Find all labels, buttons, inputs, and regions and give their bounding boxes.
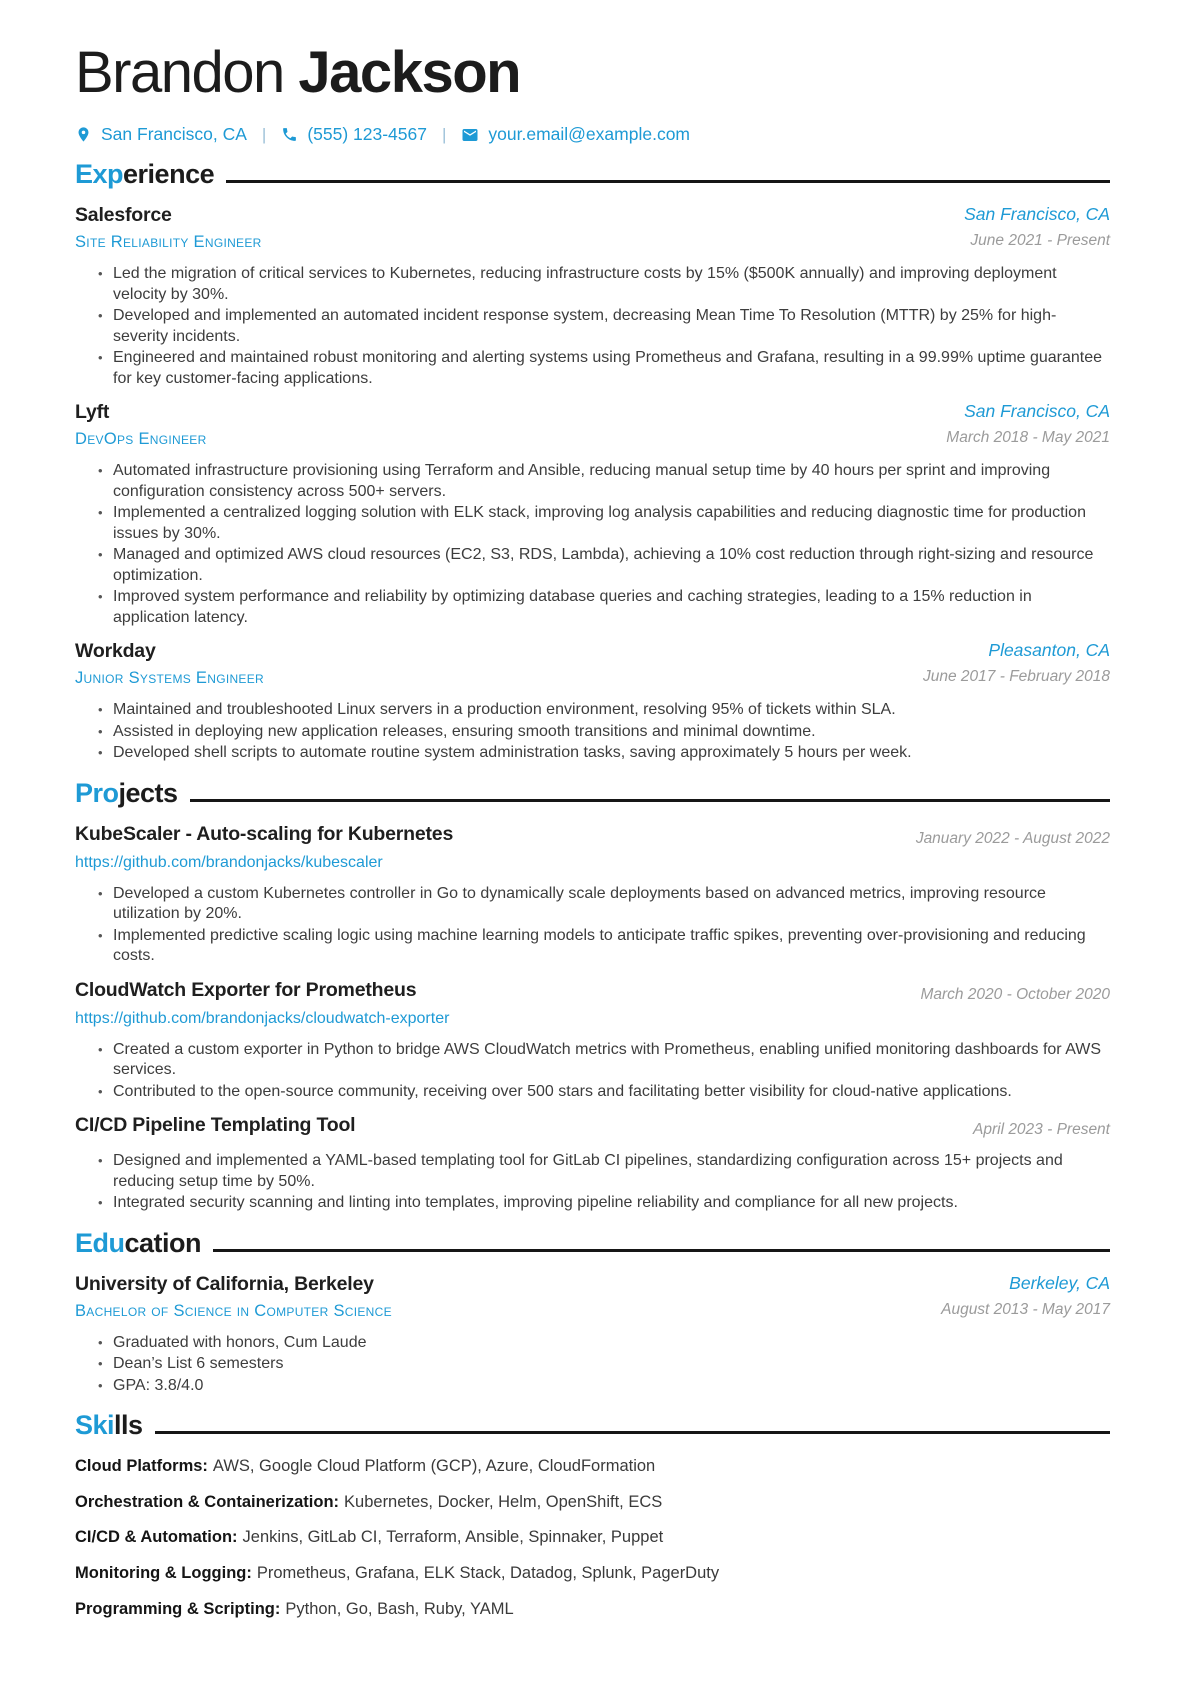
bullet-item: • Developed shell scripts to automate routine system administration tasks, saving approximately 5 hours per week. [98, 743, 1110, 764]
entry-location: Pleasanton, CA [988, 640, 1110, 661]
project-header-right [953, 1114, 1110, 1139]
project-header-right [896, 823, 1110, 848]
entry-header-right [921, 1273, 1110, 1319]
resume-header [75, 40, 1110, 145]
entry-header-left [75, 1273, 392, 1321]
project-entry [75, 823, 1110, 967]
section-title-accent: Pro [75, 777, 119, 808]
section-title-rest: erience [123, 159, 215, 189]
section-title-accent: Edu [75, 1227, 125, 1258]
section-rule [213, 1249, 1110, 1252]
skill-values: Jenkins, GitLab CI, Terraform, Ansible, Spinnaker, Puppet [242, 1528, 664, 1547]
contact-phone-text: (555) 123-4567 [307, 124, 427, 144]
bullet-item: • Designed and implemented a YAML-based templating tool for GitLab CI pipelines, standardizing configuration across 15+ projects and reducing setup time by 50%. [98, 1151, 1110, 1192]
skill-category-label: CI/CD & Automation: [75, 1528, 238, 1547]
entry-location: San Francisco, CA [964, 401, 1110, 422]
bullet-list [75, 884, 1110, 967]
contact-row [75, 124, 1110, 145]
project-link[interactable]: https://github.com/brandonjacks/cloudwatch-exporter [75, 1009, 450, 1027]
experience-entry [75, 204, 1110, 389]
entry-header-right [926, 401, 1110, 447]
contact-email [461, 124, 690, 145]
project-header-left [75, 823, 453, 872]
education-entry [75, 1273, 1110, 1397]
project-entry [75, 979, 1110, 1103]
section-title-rest: lls [114, 1410, 143, 1441]
bullet-list [75, 1040, 1110, 1103]
skill-category-label: Orchestration & Containerization: [75, 1492, 340, 1511]
project-header [75, 979, 1110, 1028]
bullet-item: • Led the migration of critical services to Kubernetes, reducing infrastructure costs by 15% ($500K annually) and improving deployment velocity by 30%. [98, 264, 1110, 305]
skill-row [75, 1563, 1110, 1584]
skills-list [75, 1456, 1110, 1619]
company-name: Workday [75, 640, 156, 663]
role-title: Junior Systems Engineer [75, 669, 265, 688]
project-dates: March 2020 - October 2020 [920, 985, 1110, 1003]
entry-location: San Francisco, CA [964, 204, 1110, 225]
bullet-item: • Managed and optimized AWS cloud resources (EC2, S3, RDS, Lambda), achieving a 10% cost reduction through right-sizing and resource optimization. [98, 545, 1110, 586]
skill-values: AWS, Google Cloud Platform (GCP), Azure, CloudFormation [212, 1457, 656, 1476]
school-name: University of California, Berkeley [75, 1272, 374, 1295]
skill-category-label: Monitoring & Logging: [75, 1564, 252, 1583]
experience-entry [75, 401, 1110, 628]
bullet-item: • Automated infrastructure provisioning using Terraform and Ansible, reducing manual setup time by 40 hours per sprint and improving configuration consistency across 500+ servers. [98, 461, 1110, 502]
project-header [75, 1114, 1110, 1139]
bullet-item: • Implemented a centralized logging solution with ELK stack, improving log analysis capabilities and reducing diagnostic time for production issues by 30%. [98, 503, 1110, 544]
bullet-list [75, 1151, 1110, 1214]
entry-header-left [75, 204, 262, 252]
project-header-right [900, 979, 1110, 1004]
section-title-rest: jects [118, 777, 178, 808]
bullet-item: • GPA: 3.8/4.0 [98, 1376, 1110, 1397]
section-projects [75, 778, 1110, 1214]
skill-row [75, 1599, 1110, 1620]
project-header [75, 823, 1110, 872]
bullet-item: • Integrated security scanning and linting into templates, improving pipeline reliability and compliance for all new projects. [98, 1193, 1110, 1214]
project-header-left [75, 1114, 355, 1137]
bullet-item: • Engineered and maintained robust monitoring and alerting systems using Prometheus and Grafana, resulting in a 99.99% uptime guarantee for key customer-facing applications. [98, 348, 1110, 389]
project-title: CloudWatch Exporter for Prometheus [75, 978, 417, 1001]
first-name: Brandon [75, 40, 284, 105]
entry-dates: June 2021 - Present [970, 232, 1110, 250]
bullet-list [75, 461, 1110, 628]
skill-row [75, 1492, 1110, 1513]
degree-title: Bachelor of Science in Computer Science [75, 1301, 392, 1320]
map-pin-icon [75, 126, 92, 143]
project-dates: April 2023 - Present [973, 1121, 1110, 1139]
skill-category-label: Programming & Scripting: [75, 1599, 281, 1618]
bullet-list [75, 1333, 1110, 1397]
contact-phone [281, 124, 427, 145]
skill-values: Kubernetes, Docker, Helm, OpenShift, ECS [344, 1492, 663, 1511]
skill-row [75, 1456, 1110, 1477]
section-rule [190, 799, 1110, 802]
entry-header-left [75, 640, 264, 688]
project-link[interactable]: https://github.com/brandonjacks/kubescaler [75, 853, 383, 871]
bullet-list [75, 264, 1110, 389]
bullet-item: • Assisted in deploying new application releases, ensuring smooth transitions and minimal downtime. [98, 722, 1110, 743]
section-skills [75, 1410, 1110, 1619]
entry-header-left [75, 401, 207, 449]
entry-header [75, 640, 1110, 688]
bullet-list [75, 700, 1110, 764]
bullet-item: • Graduated with honors, Cum Laude [98, 1333, 1110, 1354]
entry-dates: June 2017 - February 2018 [923, 668, 1110, 686]
email-envelope-icon [461, 126, 479, 144]
skill-values: Prometheus, Grafana, ELK Stack, Datadog, Splunk, PagerDuty [256, 1564, 720, 1583]
skill-values: Python, Go, Bash, Ruby, YAML [285, 1599, 514, 1618]
project-dates: January 2022 - August 2022 [915, 829, 1110, 847]
section-title-skills [75, 1410, 1110, 1441]
contact-separator: | [441, 124, 447, 144]
contact-separator: | [261, 124, 267, 144]
entry-location: Berkeley, CA [1009, 1272, 1110, 1293]
section-title-accent: Ski [75, 1410, 115, 1441]
contact-location [75, 124, 247, 145]
experience-entries [75, 204, 1110, 764]
project-title: KubeScaler - Auto-scaling for Kubernetes [75, 822, 454, 845]
entry-dates: March 2018 - May 2021 [946, 429, 1110, 447]
role-title: DevOps Engineer [75, 430, 207, 449]
entry-header [75, 1273, 1110, 1321]
section-title-accent: Exp [75, 159, 124, 189]
section-rule [155, 1431, 1110, 1434]
skill-row [75, 1527, 1110, 1548]
section-title-experience [75, 159, 1110, 190]
person-name [75, 40, 1110, 105]
project-entry [75, 1114, 1110, 1214]
section-education [75, 1228, 1110, 1397]
bullet-item: • Developed a custom Kubernetes controller in Go to dynamically scale deployments based on advanced metrics, improving resource utilization by 20%. [98, 884, 1110, 925]
entry-header-right [944, 204, 1110, 250]
bullet-item: • Maintained and troubleshooted Linux servers in a production environment, resolving 95% of tickets within SLA. [98, 700, 1110, 721]
project-title: CI/CD Pipeline Templating Tool [75, 1114, 356, 1137]
contact-email-text: your.email@example.com [488, 124, 690, 144]
project-entries [75, 823, 1110, 1214]
entry-header [75, 401, 1110, 449]
bullet-item: • Dean’s List 6 semesters [98, 1354, 1110, 1375]
section-title-rest: cation [124, 1227, 202, 1258]
section-experience [75, 159, 1110, 764]
entry-dates: August 2013 - May 2017 [941, 1300, 1110, 1318]
bullet-item: • Improved system performance and reliability by optimizing database queries and caching strategies, leading to a 15% reduction in application latency. [98, 587, 1110, 628]
last-name: Jackson [298, 40, 521, 105]
section-title-education [75, 1228, 1110, 1259]
entry-header-right [903, 640, 1110, 686]
company-name: Salesforce [75, 204, 172, 227]
role-title: Site Reliability Engineer [75, 233, 262, 252]
entry-header [75, 204, 1110, 252]
bullet-item: • Created a custom exporter in Python to bridge AWS CloudWatch metrics with Prometheus, enabling unified monitoring dashboards for AWS services. [98, 1040, 1110, 1081]
skill-category-label: Cloud Platforms: [75, 1457, 208, 1476]
section-title-projects [75, 778, 1110, 809]
project-header-left [75, 979, 449, 1028]
bullet-item: • Implemented predictive scaling logic using machine learning models to anticipate traffic spikes, preventing over-provisioning and reducing costs. [98, 926, 1110, 967]
experience-entry [75, 640, 1110, 764]
contact-location-text: San Francisco, CA [101, 124, 247, 144]
phone-icon [281, 126, 298, 143]
bullet-item: • Contributed to the open-source community, receiving over 500 stars and facilitating better visibility for cloud-native applications. [98, 1082, 1110, 1103]
bullet-item: • Developed and implemented an automated incident response system, decreasing Mean Time To Resolution (MTTR) by 25% for high-severity incidents. [98, 306, 1110, 347]
section-rule [226, 180, 1110, 183]
education-entries [75, 1273, 1110, 1397]
company-name: Lyft [75, 401, 110, 424]
